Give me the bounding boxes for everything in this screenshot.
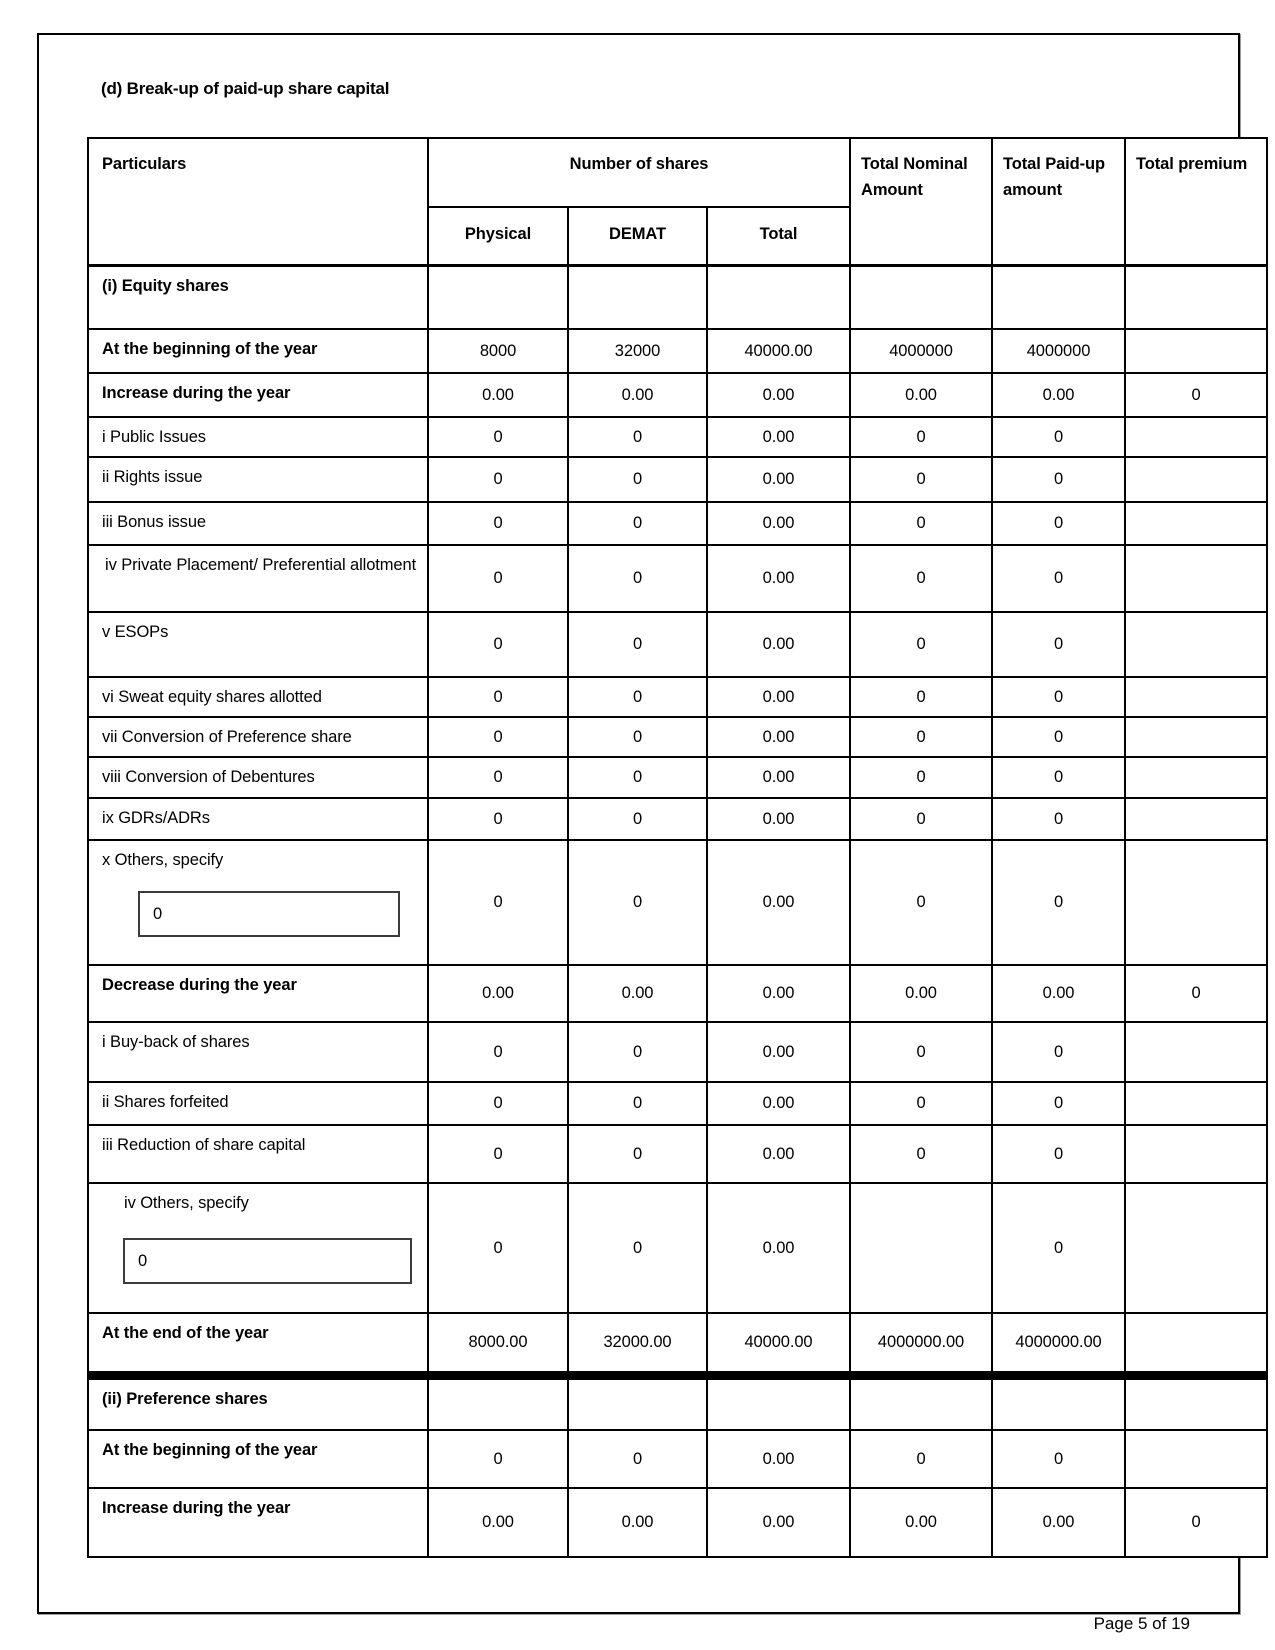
- row-label: i Buy-back of shares: [102, 1033, 250, 1051]
- value-cell: 0: [992, 1022, 1125, 1082]
- value-cell: 0: [992, 1430, 1125, 1488]
- value-cell: 4000000.00: [850, 1313, 992, 1375]
- value-cell: 0.00: [707, 417, 850, 457]
- value-cell: 0: [992, 757, 1125, 798]
- value-cell: 0.00: [707, 1430, 850, 1488]
- value-cell: 0: [568, 1082, 707, 1125]
- value-cell: 0.00: [568, 373, 707, 417]
- value-cell: 0: [1125, 965, 1267, 1022]
- value-cell: 0: [850, 717, 992, 757]
- value-cell: [1125, 329, 1267, 373]
- value-cell: 0.00: [707, 502, 850, 545]
- value-cell: [707, 1375, 850, 1430]
- value-cell: 0: [428, 840, 568, 965]
- row-label: ii Shares forfeited: [102, 1093, 229, 1111]
- value-cell: 0: [850, 545, 992, 612]
- value-cell: [1125, 798, 1267, 840]
- others-specify-input[interactable]: 0: [123, 1238, 412, 1284]
- value-cell: 0: [850, 502, 992, 545]
- value-cell: [1125, 502, 1267, 545]
- row-label-cell: [88, 373, 428, 417]
- value-cell: 0: [850, 1022, 992, 1082]
- form-page: [37, 33, 1248, 1614]
- value-cell: 0: [992, 840, 1125, 965]
- row-label: vii Conversion of Preference share: [102, 728, 352, 746]
- value-cell: [1125, 1022, 1267, 1082]
- value-cell: 0: [992, 1125, 1125, 1183]
- value-cell: 0: [850, 757, 992, 798]
- row-label: At the beginning of the year: [102, 1441, 318, 1459]
- table-row: [88, 1125, 1267, 1183]
- value-cell: 40000.00: [707, 329, 850, 373]
- value-cell: [428, 1375, 568, 1430]
- value-cell: 0: [428, 757, 568, 798]
- row-label-cell: [88, 798, 428, 840]
- value-cell: 0: [428, 1082, 568, 1125]
- value-cell: 0: [568, 798, 707, 840]
- row-label-cell: [88, 612, 428, 677]
- value-cell: 0.00: [568, 1488, 707, 1557]
- value-cell: 8000.00: [428, 1313, 568, 1375]
- table-row: [88, 265, 1267, 329]
- table-row: [88, 798, 1267, 840]
- col-header-total-premium: Total premium: [1125, 138, 1267, 265]
- value-cell: [1125, 1082, 1267, 1125]
- value-cell: [992, 1375, 1125, 1430]
- row-label: iv Private Placement/ Preferential allotment: [105, 556, 417, 574]
- value-cell: 0.00: [707, 373, 850, 417]
- value-cell: 0.00: [707, 1183, 850, 1313]
- value-cell: 0.00: [992, 1488, 1125, 1557]
- value-cell: 0.00: [707, 757, 850, 798]
- value-cell: 0: [428, 798, 568, 840]
- row-label: v ESOPs: [102, 623, 169, 641]
- table-row: [88, 612, 1267, 677]
- value-cell: 0.00: [850, 1488, 992, 1557]
- table-row: [88, 373, 1267, 417]
- value-cell: 0: [428, 545, 568, 612]
- row-label-cell: [88, 1125, 428, 1183]
- table-row: [88, 1430, 1267, 1488]
- table-row: [88, 417, 1267, 457]
- value-cell: [1125, 840, 1267, 965]
- value-cell: 0: [992, 677, 1125, 717]
- value-cell: 0: [568, 757, 707, 798]
- table-row: [88, 1375, 1267, 1430]
- value-cell: 0.00: [428, 373, 568, 417]
- value-cell: [850, 265, 992, 329]
- value-cell: 32000: [568, 329, 707, 373]
- value-cell: 0.00: [707, 1022, 850, 1082]
- row-label: At the end of the year: [102, 1324, 269, 1342]
- col-header-particulars: Particulars: [88, 138, 428, 265]
- value-cell: 0: [568, 677, 707, 717]
- row-label: iii Reduction of share capital: [102, 1136, 306, 1154]
- value-cell: 0: [992, 1082, 1125, 1125]
- col-header-demat: DEMAT: [568, 207, 707, 265]
- value-cell: 0: [850, 1082, 992, 1125]
- value-cell: 0: [568, 417, 707, 457]
- value-cell: 0: [850, 677, 992, 717]
- table-row: [88, 1082, 1267, 1125]
- table-row: [88, 457, 1267, 502]
- table-row: [88, 502, 1267, 545]
- table-row: [88, 965, 1267, 1022]
- table-body: [88, 265, 1267, 1557]
- value-cell: [707, 265, 850, 329]
- value-cell: 0: [568, 840, 707, 965]
- row-label-cell: [88, 757, 428, 798]
- row-label-cell: [88, 1430, 428, 1488]
- value-cell: 0: [992, 502, 1125, 545]
- value-cell: 0: [568, 717, 707, 757]
- value-cell: 0: [850, 612, 992, 677]
- value-cell: 0: [1125, 1488, 1267, 1557]
- value-cell: [850, 1375, 992, 1430]
- others-specify-input[interactable]: 0: [138, 891, 400, 937]
- row-label-cell: [88, 1022, 428, 1082]
- value-cell: [1125, 677, 1267, 717]
- value-cell: 0: [568, 1430, 707, 1488]
- row-label: iii Bonus issue: [102, 513, 206, 531]
- row-label-cell: [88, 840, 428, 965]
- row-label-cell: [88, 1313, 428, 1375]
- row-label: ix GDRs/ADRs: [102, 809, 210, 827]
- value-cell: 0: [850, 1430, 992, 1488]
- table-row: [88, 1183, 1267, 1313]
- value-cell: 0.00: [707, 612, 850, 677]
- col-header-total: Total: [707, 207, 850, 265]
- value-cell: [1125, 612, 1267, 677]
- header-row-main: [88, 138, 1267, 207]
- row-label-cell: [88, 1375, 428, 1430]
- row-label-cell: [88, 545, 428, 612]
- value-cell: 0: [428, 612, 568, 677]
- share-capital-table: [87, 137, 1268, 1558]
- value-cell: 0: [850, 417, 992, 457]
- col-header-number-of-shares: Number of shares: [428, 138, 850, 207]
- value-cell: 0: [428, 1430, 568, 1488]
- row-label: Increase during the year: [102, 1499, 291, 1517]
- value-cell: 0: [428, 457, 568, 502]
- row-label: vi Sweat equity shares allotted: [102, 688, 322, 706]
- value-cell: [1125, 417, 1267, 457]
- value-cell: 0: [992, 798, 1125, 840]
- value-cell: 0.00: [707, 798, 850, 840]
- value-cell: 32000.00: [568, 1313, 707, 1375]
- value-cell: [850, 1183, 992, 1313]
- page-number: Page 5 of 19: [1093, 1614, 1190, 1633]
- value-cell: 0.00: [850, 965, 992, 1022]
- row-label-cell: [88, 457, 428, 502]
- value-cell: 0.00: [707, 1488, 850, 1557]
- value-cell: [568, 265, 707, 329]
- table-row: [88, 757, 1267, 798]
- row-label: Decrease during the year: [102, 976, 297, 994]
- row-label-cell: [88, 1082, 428, 1125]
- value-cell: [1125, 265, 1267, 329]
- value-cell: 0: [428, 1183, 568, 1313]
- value-cell: [1125, 1313, 1267, 1375]
- value-cell: 0.00: [707, 545, 850, 612]
- row-label-cell: [88, 1183, 428, 1313]
- row-label: iv Others, specify: [124, 1194, 249, 1212]
- row-label-cell: [88, 265, 428, 329]
- row-label: x Others, specify: [102, 851, 224, 869]
- value-cell: [1125, 457, 1267, 502]
- value-cell: 0: [568, 1125, 707, 1183]
- value-cell: 0: [428, 717, 568, 757]
- value-cell: 40000.00: [707, 1313, 850, 1375]
- row-label-cell: [88, 677, 428, 717]
- row-label-cell: [88, 717, 428, 757]
- table-row: [88, 840, 1267, 965]
- table-row: [88, 545, 1267, 612]
- value-cell: 0: [850, 798, 992, 840]
- value-cell: [1125, 545, 1267, 612]
- value-cell: [568, 1375, 707, 1430]
- value-cell: 0.00: [707, 717, 850, 757]
- value-cell: 0: [428, 677, 568, 717]
- value-cell: 0.00: [992, 373, 1125, 417]
- value-cell: [1125, 1125, 1267, 1183]
- value-cell: 0.00: [707, 1082, 850, 1125]
- value-cell: [428, 265, 568, 329]
- row-label: ii Rights issue: [102, 468, 203, 486]
- row-label-cell: [88, 1488, 428, 1557]
- table-row: [88, 1488, 1267, 1557]
- value-cell: 0.00: [850, 373, 992, 417]
- section-title: (d) Break-up of paid-up share capital: [101, 79, 390, 98]
- table-header: [88, 138, 1267, 265]
- value-cell: 0: [568, 1022, 707, 1082]
- value-cell: 0: [850, 457, 992, 502]
- value-cell: 0.00: [707, 965, 850, 1022]
- value-cell: 0: [568, 545, 707, 612]
- table-row: [88, 717, 1267, 757]
- table-row: [88, 329, 1267, 373]
- table-row: [88, 1022, 1267, 1082]
- value-cell: 4000000: [992, 329, 1125, 373]
- value-cell: 0: [568, 612, 707, 677]
- value-cell: 4000000.00: [992, 1313, 1125, 1375]
- value-cell: [1125, 1375, 1267, 1430]
- value-cell: 4000000: [850, 329, 992, 373]
- value-cell: 0: [568, 457, 707, 502]
- row-label-cell: [88, 329, 428, 373]
- value-cell: 0: [428, 502, 568, 545]
- value-cell: 0: [568, 502, 707, 545]
- value-cell: 0: [850, 1125, 992, 1183]
- value-cell: [1125, 1183, 1267, 1313]
- row-label: (ii) Preference shares: [102, 1389, 268, 1408]
- value-cell: 0.00: [428, 1488, 568, 1557]
- value-cell: 0: [428, 417, 568, 457]
- row-label: (i) Equity shares: [102, 276, 229, 295]
- row-label: i Public Issues: [102, 428, 206, 446]
- value-cell: 0: [992, 545, 1125, 612]
- value-cell: 0: [850, 840, 992, 965]
- col-header-physical: Physical: [428, 207, 568, 265]
- row-label-cell: [88, 417, 428, 457]
- value-cell: 0: [568, 1183, 707, 1313]
- value-cell: 0.00: [428, 965, 568, 1022]
- value-cell: 0.00: [568, 965, 707, 1022]
- value-cell: 0.00: [707, 1125, 850, 1183]
- row-label: At the beginning of the year: [102, 340, 318, 358]
- value-cell: 0.00: [992, 965, 1125, 1022]
- value-cell: 0.00: [707, 677, 850, 717]
- value-cell: 0.00: [707, 840, 850, 965]
- table-row: [88, 677, 1267, 717]
- value-cell: [1125, 1430, 1267, 1488]
- value-cell: [992, 265, 1125, 329]
- value-cell: 8000: [428, 329, 568, 373]
- value-cell: 0: [992, 457, 1125, 502]
- value-cell: 0: [992, 417, 1125, 457]
- col-header-total-paidup-amount: Total Paid-up amount: [992, 138, 1125, 265]
- value-cell: 0.00: [707, 457, 850, 502]
- row-label-cell: [88, 965, 428, 1022]
- value-cell: 0: [1125, 373, 1267, 417]
- table-row: [88, 1313, 1267, 1375]
- value-cell: 0: [428, 1125, 568, 1183]
- value-cell: 0: [992, 612, 1125, 677]
- row-label: viii Conversion of Debentures: [102, 768, 315, 786]
- value-cell: 0: [992, 1183, 1125, 1313]
- row-label: Increase during the year: [102, 384, 291, 402]
- value-cell: 0: [428, 1022, 568, 1082]
- row-label-cell: [88, 502, 428, 545]
- value-cell: [1125, 717, 1267, 757]
- value-cell: [1125, 757, 1267, 798]
- value-cell: 0: [992, 717, 1125, 757]
- col-header-total-nominal-amount: Total Nominal Amount: [850, 138, 992, 265]
